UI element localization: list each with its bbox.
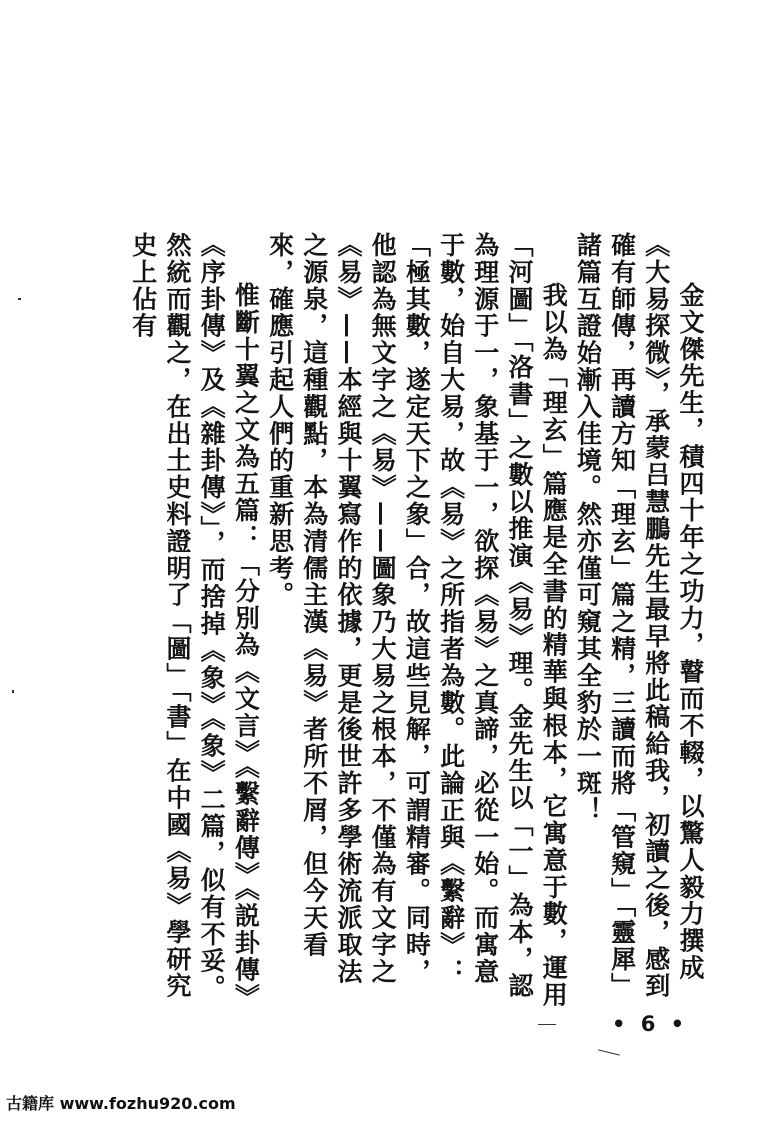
paragraph-1: 金文傑先生，積四十年之功力，瞽而不輟，以驚人毅力撰成《大易探微》，承蒙吕慧鵬先生最早將此稿給我，初讀之後，感到確有師傳，再讀方知「理玄」篇之精，三讀而將「管窺」「靈犀」諸篇互證始漸入佳境。然亦僅可窺其全豹於一斑！ (573, 232, 705, 1000)
paragraph-3: 惟斷十翼之文為五篇：「分別為《文言》《繫辭傳》《説卦傳》《序卦傳》及《雜卦傳》」，而捨掉《象》《象》二篇，似有不妥。 (197, 232, 261, 1011)
site-watermark: 古籍库 www.fozhu920.com (6, 1094, 236, 1113)
paragraph-2: 我以為「理玄」篇應是全書的精華與根本，它寓意于數，運用「河圖」「洛書」之數以推演《易》理。金先生以「一」為本，認為理源于一，象基于一，欲探《易》之真諦，必從一始。而寓意于數，始自大易，故《易》之所指者為數。此論正與《繫辭》：「極其數，遂定天下之象」合，故這些見解，可謂精審。同時，他認為無文字之《易》——圖象乃大易之根本，不僅為有文字之《易》——本經與十翼寫作的依據，更是後世許多學術流派取法之源泉，這種觀點，本為清儒主漢《易》者所不屑，但今天看來，確應引起人們的重新思考。 (265, 232, 569, 1009)
paragraph-4: 然統而觀之，在出土史料證明了「圖」「書」在中國《易》學研究史上佔有 (128, 232, 192, 1000)
vertical-text-body (0, 232, 707, 1012)
scan-mark (538, 1024, 556, 1025)
page-number: • 6 • (612, 1012, 689, 1036)
scan-mark (598, 1049, 620, 1055)
scan-speck (18, 298, 21, 300)
scan-speck (12, 690, 14, 693)
